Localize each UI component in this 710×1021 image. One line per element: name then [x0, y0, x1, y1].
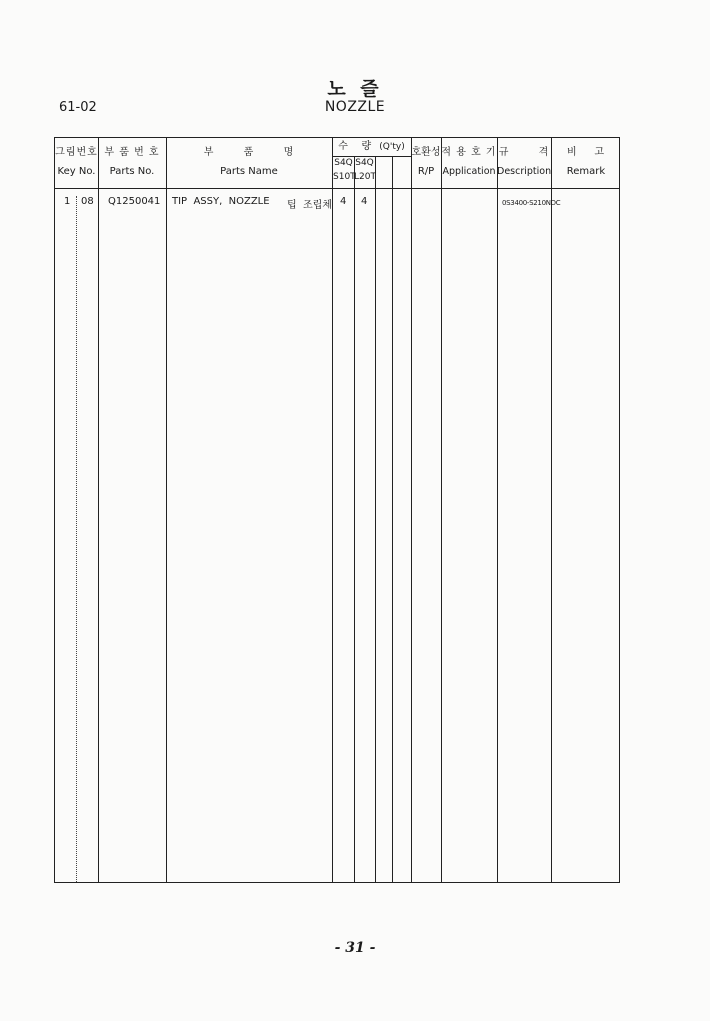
column-line [551, 138, 552, 882]
page-title-english: NOZZLE [324, 99, 386, 115]
column-line [375, 156, 376, 882]
qty-divider [332, 156, 411, 157]
page-title-korean: 노 즐 [327, 78, 383, 100]
parts-name-korean: 팁 조립체 [287, 200, 332, 211]
page-number: - 31 - [334, 940, 376, 956]
column-line [441, 138, 442, 882]
column-line [166, 138, 167, 882]
key-subcolumn-line [76, 196, 77, 882]
section-number: 61-02 [59, 100, 97, 115]
column-line [98, 138, 99, 882]
key-number: 1 [64, 196, 71, 207]
parts-name: TIP ASSY, NOZZLE [172, 196, 270, 207]
key-sub-number: 08 [81, 196, 94, 207]
description: 0S3400-S210NDC [502, 199, 561, 207]
qty-s10t: 4 [340, 196, 347, 207]
header-qty: 수 량 (Q'ty) [338, 141, 405, 152]
header-divider [55, 188, 619, 189]
header-qty-s10t: S4Q S10T [333, 158, 356, 182]
header-parts-no: 부 품 번 호 Parts No. [104, 147, 160, 177]
header-application: 적 용 호 기 Application [441, 147, 497, 177]
parts-table [54, 137, 620, 883]
header-remark: 비 고 Remark [566, 147, 606, 177]
header-key-no: 그림번호 Key No. [55, 147, 98, 177]
column-line [411, 138, 412, 882]
header-description: 규 격 Description [497, 147, 552, 177]
parts-number: Q1250041 [108, 196, 161, 207]
qty-l20t: 4 [361, 196, 368, 207]
header-qty-l20t: S4Q L20T [354, 158, 376, 182]
header-rp: 호환성 R/P [411, 147, 441, 177]
column-line [497, 138, 498, 882]
column-line [392, 156, 393, 882]
header-parts-name: 부 품 명 Parts Name [203, 147, 295, 177]
column-line [354, 156, 355, 882]
column-line [332, 138, 333, 882]
